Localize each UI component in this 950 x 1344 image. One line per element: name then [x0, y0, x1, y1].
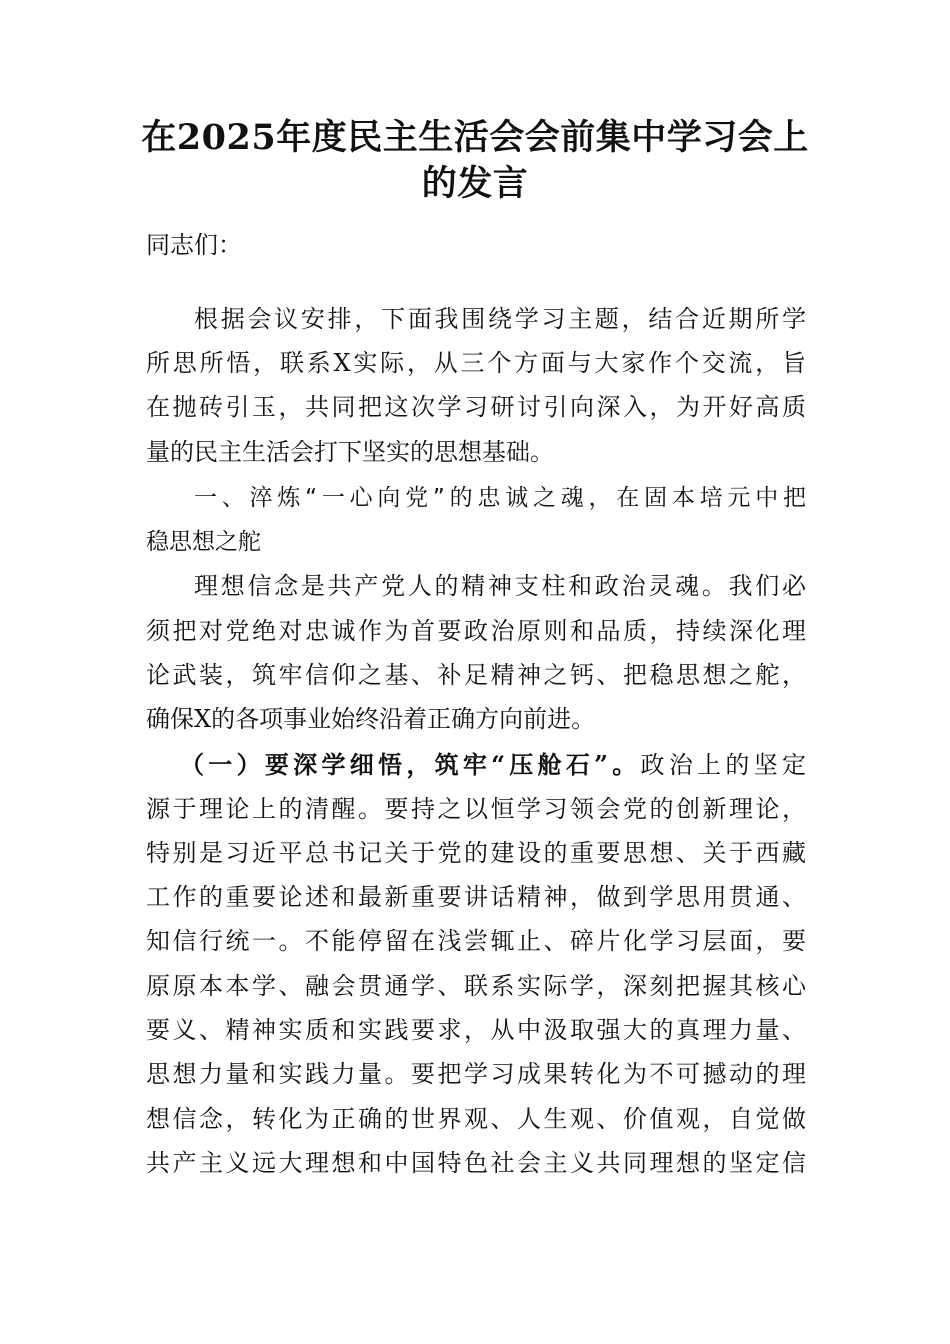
intro-line: 所思所悟，联系X实际，从三个方面与大家作个交流，旨	[146, 349, 806, 377]
subsection-body-line: 想信念，转化为正确的世界观、人生观、价值观，自觉做	[146, 1105, 806, 1133]
subsection-body-line: 知信行统一。不能停留在浅尝辄止、碎片化学习层面，要	[146, 927, 806, 955]
subsection-body-line: 工作的重要论述和最新重要讲话精神，做到学思用贯通、	[146, 883, 806, 911]
document-title-line-2: 的发言	[421, 163, 529, 204]
subsection-body-line: 源于理论上的清醒。要持之以恒学习领会党的创新理论，	[146, 795, 806, 823]
section-body-line: 须把对党绝对忠诚作为首要政治原则和品质，持续深化理	[146, 617, 806, 645]
subsection-lead-bold: （一）要深学细悟，筑牢“压舱石”。	[180, 750, 641, 779]
subsection-lead-rest: 政治上的坚定	[640, 751, 806, 779]
intro-line: 在抛砖引玉，共同把这次学习研讨引向深入，为开好高质	[146, 393, 806, 421]
salutation: 同志们：	[146, 231, 242, 259]
section-heading-line: 一、淬炼“一心向党”的忠诚之魂，在固本培元中把	[194, 485, 806, 511]
intro-line: 量的民主生活会打下坚实的思想基础。	[146, 438, 554, 466]
subsection-body-line: 思想力量和实践力量。要把学习成果转化为不可撼动的理	[146, 1060, 806, 1088]
section-heading-line: 稳思想之舵	[146, 529, 261, 555]
subsection-body-line: 特别是习近平总书记关于党的建设的重要思想、关于西藏	[146, 839, 806, 867]
section-body-line: 论武装，筑牢信仰之基、补足精神之钙、把稳思想之舵，	[146, 661, 806, 689]
section-body-line: 理想信念是共产党人的精神支柱和政治灵魂。我们必	[194, 572, 806, 600]
subsection-lead-line	[180, 743, 806, 787]
subsection-body-line: 要义、精神实质和实践要求，从中汲取强大的真理力量、	[146, 1016, 806, 1044]
subsection-body-line: 共产主义远大理想和中国特色社会主义共同理想的坚定信	[146, 1149, 806, 1177]
section-body-line: 确保X的各项事业始终沿着正确方向前进。	[146, 705, 596, 733]
intro-line: 根据会议安排，下面我围绕学习主题，结合近期所学	[194, 305, 806, 333]
subsection-body-line: 原原本本学、融会贯通学、联系实际学，深刻把握其核心	[146, 972, 806, 1000]
document-title-line-1: 在2025年度民主生活会会前集中学习会上	[141, 117, 809, 158]
